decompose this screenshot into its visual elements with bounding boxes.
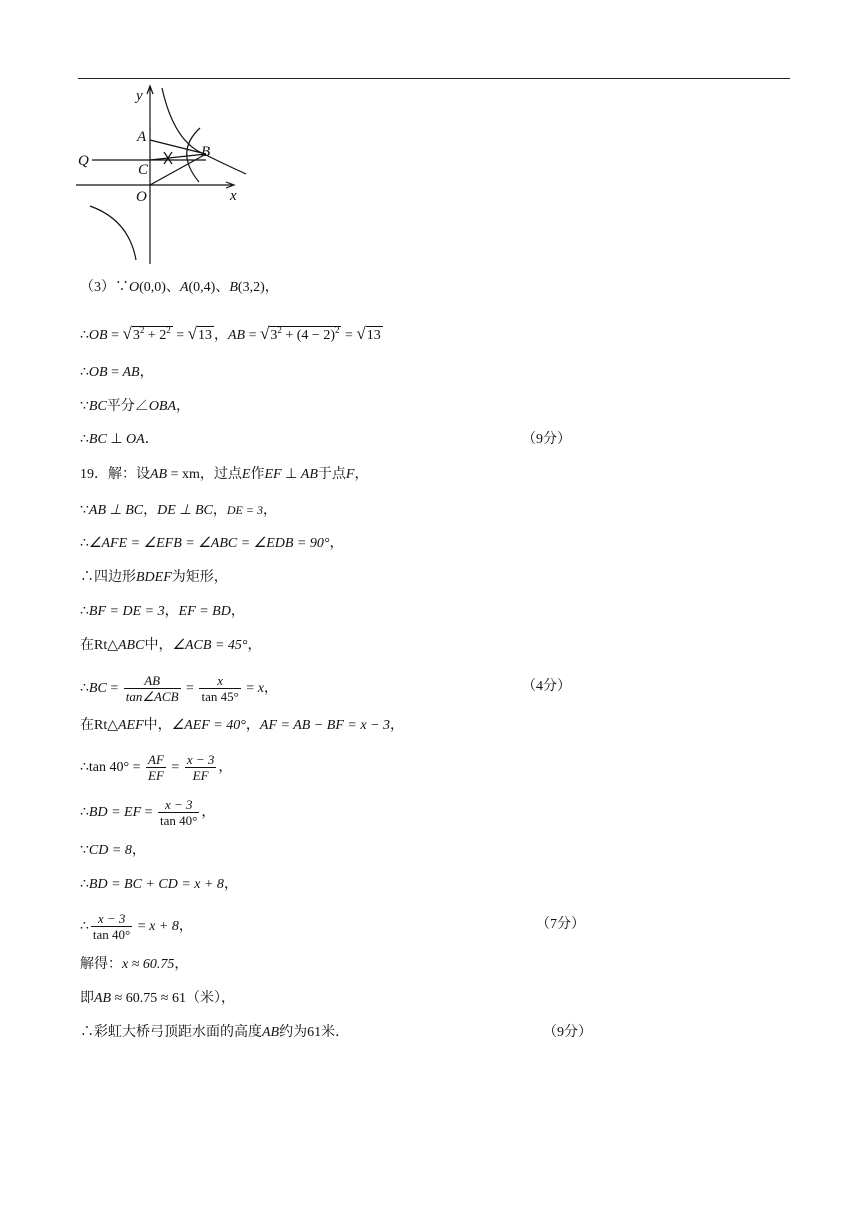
line-8: ∴∠AFE = ∠EFB = ∠ABC = ∠EDB = 90°， xyxy=(80,536,344,551)
label-b: B xyxy=(201,144,211,160)
line-12: ∴BC = $\frac{AB}{\text{tan∠ACB}}$ = $\frac{x}{\tan 45^\circ}$ = x， xyxy=(80,673,278,705)
line-6: 19．解：设AB = xm，过点E作EF ⊥ AB于点F， xyxy=(80,467,369,482)
hyperbola-branch-first xyxy=(162,88,246,174)
line-16: ∵CD = 8， xyxy=(80,843,146,858)
line-9: ∴四边形BDEF为矩形， xyxy=(80,570,228,585)
line-14: ∴tan 40° = $\frac{AF}{EF}$ = $\frac{x - 3}{EF}$ ， xyxy=(80,752,233,784)
line-2: ∴OB = $√3^2 + 2^2 = √13$ ，AB = $√3^2 + (4 - 2)^2 = √13$ xyxy=(80,324,381,343)
label-q: Q xyxy=(78,153,89,169)
label-x: x xyxy=(230,188,237,204)
segment-ab xyxy=(150,140,206,154)
line-20: 即AB ≈ 60.75 ≈ 61（米）， xyxy=(80,991,235,1006)
line-3: ∴OB = AB， xyxy=(80,365,154,380)
line-1: （3）∵O(0,0)、A(0,4)、B(3,2)， xyxy=(80,280,279,295)
score-4: （4分） xyxy=(522,679,571,694)
line-7: ∵AB ⊥ BC，DE ⊥ BC，DE = 3， xyxy=(80,503,277,518)
fraction-af-over-ef: $\frac{AF}{EF}$ xyxy=(148,752,164,784)
score-7: （7分） xyxy=(536,917,585,932)
fraction-x-over-tan45: $\frac{x}{\tan 45^\circ}$ xyxy=(201,673,239,705)
label-y: y xyxy=(136,88,143,104)
fraction-final: $\frac{x - 3}{\tan 40^\circ}$ xyxy=(92,911,131,943)
line-5: ∴BC ⊥ OA． xyxy=(80,432,159,447)
label-c: C xyxy=(138,162,149,178)
line-13: 在Rt△AEF中，∠AEF = 40°，AF = AB − BF = x − 3， xyxy=(80,718,404,733)
fraction-x-minus-3-over-tan40: $\frac{x - 3}{\tan 40^\circ}$ xyxy=(160,797,198,829)
fraction-ab-over-tan-acb: $\frac{AB}{\text{tan∠ACB}}$ xyxy=(125,673,179,705)
score-9-b: （9分） xyxy=(543,1025,592,1040)
line-21: ∴彩虹大桥弓顶距水面的高度AB约为61米． xyxy=(80,1025,350,1040)
score-9-a: （9分） xyxy=(522,432,571,447)
hyperbola-branch-third xyxy=(90,206,136,260)
sqrt-ob: $3^2 + 2^2$ xyxy=(132,325,171,343)
coordinate-figure xyxy=(74,82,254,267)
line-15: ∴BD = EF = $\frac{x - 3}{\tan 40^\circ}$ ， xyxy=(80,797,216,829)
line-18: ∴ $\frac{x - 3}{\tan 40^\circ}$ = x + 8， xyxy=(80,911,193,943)
line-17: ∴BD = BC + CD = x + 8， xyxy=(80,877,238,892)
line-11: 在Rt△ABC中，∠ACB = 45°， xyxy=(80,638,262,653)
label-o: O xyxy=(136,189,147,205)
line-19: 解得：x ≈ 60.75， xyxy=(80,957,189,972)
header-rule xyxy=(78,78,790,79)
fraction-x-minus-3-over-ef: $\frac{x - 3}{EF}$ xyxy=(186,752,215,784)
line-4: ∵BC平分∠OBA， xyxy=(80,399,191,414)
label-a: A xyxy=(137,129,147,145)
sqrt-ab: $3^2 + (4 - 2)^2$ xyxy=(270,325,340,343)
line-10: ∴BF = DE = 3，EF = BD， xyxy=(80,604,245,619)
